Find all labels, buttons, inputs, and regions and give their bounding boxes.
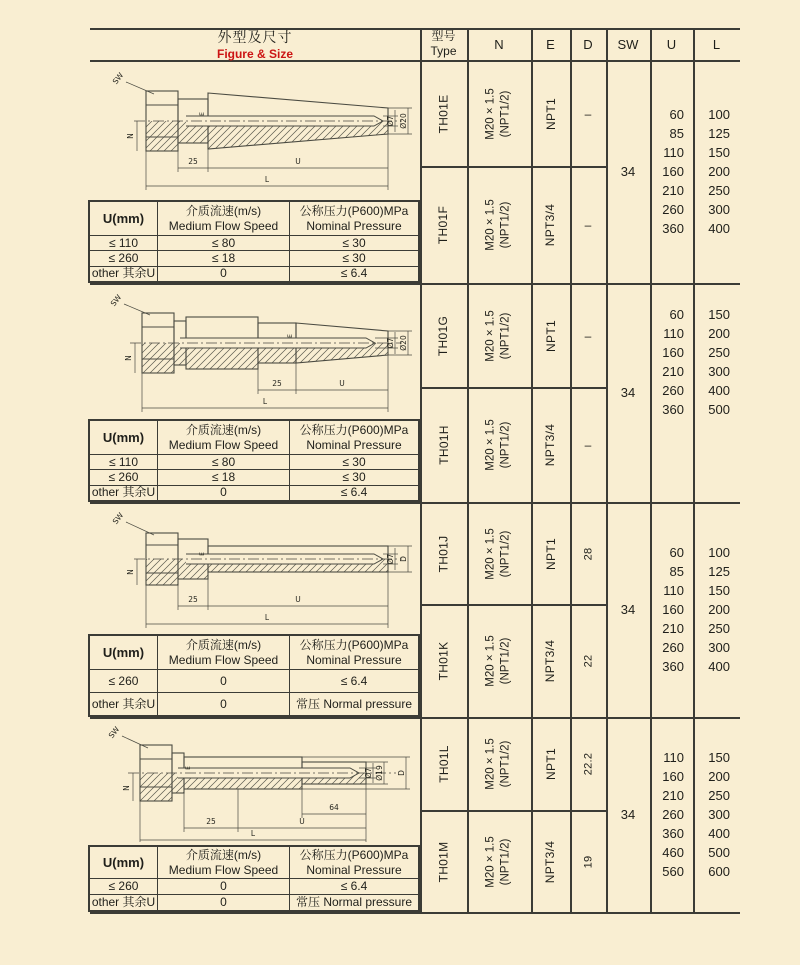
model-divider bbox=[420, 604, 606, 606]
thread-n-line1: M20 × 1.5 bbox=[485, 309, 497, 362]
dim-label-u: U bbox=[295, 157, 301, 166]
model-type: TH01M bbox=[436, 841, 451, 882]
dim-label-e: E bbox=[199, 112, 206, 116]
subtable-cell: ≤ 110 bbox=[90, 235, 157, 250]
dim-label-tip-dia: Ø20 bbox=[399, 113, 408, 129]
l-value: 100 bbox=[708, 545, 730, 560]
thread-n-cell bbox=[467, 388, 531, 502]
type-header-zh: 型号 bbox=[431, 29, 456, 43]
subtable-cell: other 其余U bbox=[91, 485, 156, 500]
subtable-cell: ≤ 110 bbox=[90, 454, 157, 469]
subtable-cell: ≤ 30 bbox=[289, 235, 418, 250]
thread-n-line2: (NPT1/2) bbox=[500, 312, 512, 359]
dim-label-tip-dia: Ø19 bbox=[375, 765, 384, 781]
thread-n-line2: (NPT1/2) bbox=[500, 201, 512, 249]
dim-label-25: 25 bbox=[272, 379, 282, 388]
u-value: 110 bbox=[663, 145, 684, 160]
dim-d-cell bbox=[570, 60, 606, 167]
model-type: TH01J bbox=[436, 535, 451, 572]
dim-label-bore-dia: Ø7 bbox=[386, 337, 395, 349]
dim-label-tip-dia: Ø20 bbox=[399, 335, 408, 351]
u-value: 110 bbox=[663, 325, 684, 341]
model-divider bbox=[420, 387, 606, 389]
subtable-cell: ≤ 260 bbox=[90, 878, 157, 894]
thermowell-drawing-step-taper bbox=[90, 286, 420, 418]
l-value: 400 bbox=[708, 659, 730, 674]
dim-label-bore-dia: Ø7 bbox=[386, 553, 395, 565]
flow-pressure-table bbox=[88, 419, 420, 502]
model-type-cell bbox=[420, 388, 467, 502]
dim-d: 22.2 bbox=[581, 752, 594, 776]
thread-e-cell bbox=[531, 60, 570, 167]
model-type-cell bbox=[420, 60, 467, 167]
dim-d: – bbox=[584, 438, 592, 452]
dim-label-25: 25 bbox=[188, 157, 198, 166]
thread-e-cell bbox=[531, 605, 570, 717]
thread-e-cell bbox=[531, 717, 570, 811]
thermowell-drawing-step-tip bbox=[90, 718, 420, 845]
thread-n-line2: (NPT1/2) bbox=[500, 90, 512, 137]
model-type: TH01F bbox=[436, 205, 451, 245]
u-values-list bbox=[650, 502, 684, 717]
thread-e-cell bbox=[531, 502, 570, 605]
model-type: TH01L bbox=[436, 745, 451, 783]
u-value: 160 bbox=[662, 344, 684, 360]
subtable-header-pressure: 公称压力(P600)MPa Nominal Pressure bbox=[289, 421, 418, 454]
dim-label-l: L bbox=[262, 397, 268, 406]
sw-value: 34 bbox=[620, 807, 636, 822]
dim-label-outer-dia: D bbox=[399, 556, 408, 562]
thermowell-drawing-tapered bbox=[90, 64, 420, 198]
dim-label-u: U bbox=[295, 595, 301, 604]
thread-n-line1: M20 × 1.5 bbox=[485, 199, 497, 251]
subtable-header-flow: 介质流速(m/s) Medium Flow Speed bbox=[157, 421, 289, 454]
dim-label-n: N bbox=[124, 355, 133, 361]
subtable-cell: 0 bbox=[157, 485, 289, 500]
thread-n-line1: M20 × 1.5 bbox=[485, 419, 497, 471]
model-type: TH01G bbox=[436, 315, 451, 356]
subtable-cell: 0 bbox=[157, 266, 289, 281]
type-header bbox=[420, 28, 467, 60]
dim-label-bore-dia: Ø7 bbox=[364, 767, 373, 779]
dim-d-cell bbox=[570, 502, 606, 605]
l-value: 200 bbox=[708, 164, 730, 179]
subtable-header-flow: 介质流速(m/s) Medium Flow Speed bbox=[157, 636, 289, 669]
dim-d: – bbox=[584, 106, 592, 121]
l-value: 300 bbox=[708, 202, 730, 217]
subtable-header-pressure: 公称压力(P600)MPa Nominal Pressure bbox=[289, 847, 418, 878]
subtable-cell: ≤ 18 bbox=[157, 469, 289, 484]
subtable-cell: ≤ 18 bbox=[157, 250, 289, 265]
dim-d-cell bbox=[570, 283, 606, 388]
dim-label-25: 25 bbox=[206, 817, 216, 826]
thread-e: NPT3/4 bbox=[543, 423, 558, 467]
model-type: TH01H bbox=[436, 425, 451, 465]
u-values-list bbox=[650, 60, 684, 283]
l-value: 100 bbox=[708, 107, 730, 122]
figure-size-title-en: Figure & Size bbox=[216, 47, 293, 61]
subtable-header-u: U(mm) bbox=[102, 211, 145, 226]
dim-label-25: 25 bbox=[188, 595, 198, 604]
subtable-cell: ≤ 260 bbox=[90, 250, 157, 265]
model-type-cell bbox=[420, 717, 467, 811]
dim-d-cell bbox=[570, 388, 606, 502]
u-value: 260 bbox=[662, 640, 684, 655]
l-value: 150 bbox=[708, 306, 730, 322]
subtable-cell: ≤ 80 bbox=[157, 454, 289, 469]
subtable-header-u: U(mm) bbox=[102, 430, 145, 445]
thread-e: NPT1 bbox=[543, 97, 558, 130]
subtable-cell: ≤ 80 bbox=[157, 235, 289, 250]
model-divider bbox=[420, 166, 606, 168]
col-header-l: L bbox=[712, 36, 721, 52]
dim-d: 19 bbox=[582, 855, 594, 868]
thread-n-line1: M20 × 1.5 bbox=[485, 87, 497, 140]
subtable-cell: other 其余U bbox=[91, 895, 156, 909]
dim-label-e: E bbox=[199, 552, 206, 556]
model-type: TH01E bbox=[436, 94, 451, 133]
thread-n-line1: M20 × 1.5 bbox=[485, 635, 497, 687]
subtable-cell: ≤ 260 bbox=[90, 669, 157, 692]
thread-e-cell bbox=[531, 167, 570, 283]
col-header-d: D bbox=[583, 36, 593, 52]
u-value: 160 bbox=[662, 769, 684, 784]
u-value: 360 bbox=[662, 221, 684, 236]
l-value: 400 bbox=[708, 826, 730, 841]
model-type-cell bbox=[420, 502, 467, 605]
u-value: 260 bbox=[662, 202, 684, 217]
subtable-cell: 常压 Normal pressure bbox=[289, 692, 418, 715]
u-value: 60 bbox=[669, 306, 684, 322]
thread-n-line2: (NPT1/2) bbox=[500, 838, 512, 885]
l-value: 300 bbox=[708, 807, 730, 822]
subtable-header-pressure: 公称压力(P600)MPa Nominal Pressure bbox=[289, 636, 418, 669]
dim-label-sw: SW bbox=[110, 70, 126, 87]
model-divider bbox=[420, 810, 606, 812]
dim-label-n: N bbox=[126, 569, 135, 575]
dim-label-u: U bbox=[299, 817, 305, 826]
dim-d: 22 bbox=[582, 654, 594, 668]
thread-n-cell bbox=[467, 283, 531, 388]
u-values-list bbox=[650, 717, 684, 912]
thread-n-line2: (NPT1/2) bbox=[500, 740, 512, 788]
dim-label-bore-dia: Ø7 bbox=[386, 115, 395, 127]
thread-n-cell bbox=[467, 811, 531, 912]
subtable-cell: ≤ 30 bbox=[289, 469, 418, 484]
subtable-cell: ≤ 6.4 bbox=[289, 485, 418, 500]
dim-d: 28 bbox=[582, 547, 594, 560]
figure-size-header bbox=[90, 28, 420, 60]
dim-d-cell bbox=[570, 605, 606, 717]
thread-n-cell bbox=[467, 605, 531, 717]
u-value: 210 bbox=[662, 621, 684, 636]
dim-label-l: L bbox=[250, 829, 256, 838]
u-value: 560 bbox=[662, 864, 684, 879]
subtable-header-u: U(mm) bbox=[102, 645, 145, 660]
dim-label-n: N bbox=[126, 133, 135, 139]
thread-e-cell bbox=[531, 811, 570, 912]
col-header-sw: SW bbox=[617, 36, 639, 52]
flow-pressure-table bbox=[88, 845, 420, 912]
l-value: 150 bbox=[708, 145, 730, 160]
flow-pressure-table bbox=[88, 634, 420, 717]
col-header-e: E bbox=[546, 36, 555, 52]
u-value: 260 bbox=[662, 382, 684, 398]
dim-d-cell bbox=[570, 811, 606, 912]
thread-e: NPT3/4 bbox=[543, 203, 558, 247]
dim-label-l: L bbox=[264, 175, 270, 184]
l-value: 500 bbox=[708, 845, 730, 860]
u-value: 210 bbox=[662, 363, 684, 379]
u-value: 210 bbox=[662, 788, 684, 803]
thread-n-line2: (NPT1/2) bbox=[500, 637, 512, 685]
thread-e: NPT3/4 bbox=[543, 639, 558, 683]
dim-label-e: E bbox=[287, 334, 294, 338]
dim-label-l: L bbox=[264, 613, 270, 622]
thread-n-cell bbox=[467, 167, 531, 283]
l-value: 250 bbox=[708, 621, 730, 636]
type-header-en: Type bbox=[430, 44, 457, 58]
thread-e: NPT3/4 bbox=[543, 840, 558, 883]
subtable-cell: ≤ 6.4 bbox=[289, 878, 418, 894]
model-type-cell bbox=[420, 605, 467, 717]
l-value: 250 bbox=[708, 183, 730, 198]
thread-n-line1: M20 × 1.5 bbox=[485, 527, 497, 580]
subtable-cell: other 其余U bbox=[90, 692, 157, 715]
model-type-cell bbox=[420, 167, 467, 283]
thread-n-line1: M20 × 1.5 bbox=[485, 738, 497, 790]
u-value: 110 bbox=[663, 583, 684, 598]
dim-label-e: E bbox=[185, 766, 192, 770]
u-value: 260 bbox=[662, 807, 684, 822]
l-value: 400 bbox=[708, 221, 730, 236]
u-value: 360 bbox=[662, 401, 684, 417]
table-bottom-rule bbox=[90, 912, 740, 914]
u-values-list bbox=[650, 283, 684, 502]
sw-value: 34 bbox=[620, 602, 636, 617]
model-type-cell bbox=[420, 811, 467, 912]
subtable-cell: 常压 Normal pressure bbox=[289, 894, 418, 910]
col-header-n: N bbox=[494, 36, 504, 52]
u-value: 85 bbox=[669, 564, 684, 579]
subtable-header-pressure: 公称压力(P600)MPa Nominal Pressure bbox=[289, 202, 418, 235]
thread-n-cell bbox=[467, 717, 531, 811]
u-value: 160 bbox=[662, 602, 684, 617]
dim-label-sw: SW bbox=[108, 292, 124, 309]
u-value: 360 bbox=[662, 826, 684, 841]
thread-n-cell bbox=[467, 60, 531, 167]
l-value: 600 bbox=[708, 864, 730, 879]
dim-label-64: 64 bbox=[329, 803, 339, 812]
l-value: 125 bbox=[708, 126, 730, 141]
u-value: 360 bbox=[662, 659, 684, 674]
thread-n-line2: (NPT1/2) bbox=[500, 530, 512, 577]
l-value: 250 bbox=[708, 344, 730, 360]
thread-e-cell bbox=[531, 388, 570, 502]
dim-d-cell bbox=[570, 167, 606, 283]
l-value: 150 bbox=[708, 583, 730, 598]
l-values-list bbox=[693, 283, 730, 502]
subtable-cell: ≤ 6.4 bbox=[289, 669, 418, 692]
l-value: 500 bbox=[708, 401, 730, 417]
thread-n-cell bbox=[467, 502, 531, 605]
subtable-header-flow: 介质流速(m/s) Medium Flow Speed bbox=[157, 847, 289, 878]
subtable-cell: other 其余U bbox=[91, 266, 156, 281]
sw-value: 34 bbox=[620, 385, 636, 400]
subtable-cell: 0 bbox=[157, 692, 289, 715]
l-values-list bbox=[693, 717, 730, 912]
dim-d: – bbox=[584, 328, 592, 343]
flow-pressure-table bbox=[88, 200, 420, 283]
thread-n-line2: (NPT1/2) bbox=[500, 421, 512, 469]
l-value: 200 bbox=[708, 769, 730, 784]
l-value: 250 bbox=[708, 788, 730, 803]
thread-e: NPT1 bbox=[543, 748, 558, 780]
u-value: 160 bbox=[662, 164, 684, 179]
col-header-u: U bbox=[666, 36, 677, 52]
l-value: 150 bbox=[708, 750, 730, 765]
dim-label-sw: SW bbox=[106, 724, 122, 741]
subtable-cell: ≤ 260 bbox=[90, 469, 157, 484]
subtable-header-flow: 介质流速(m/s) Medium Flow Speed bbox=[157, 202, 289, 235]
u-value: 460 bbox=[662, 845, 684, 860]
dim-d: – bbox=[584, 218, 592, 232]
l-values-list bbox=[693, 60, 730, 283]
thermowell-drawing-straight bbox=[90, 504, 420, 634]
model-type: TH01K bbox=[436, 641, 451, 681]
thread-e: NPT1 bbox=[543, 537, 558, 570]
l-value: 300 bbox=[708, 363, 730, 379]
l-value: 125 bbox=[708, 564, 730, 579]
model-type-cell bbox=[420, 283, 467, 388]
thread-e: NPT1 bbox=[543, 319, 558, 352]
l-value: 200 bbox=[708, 325, 730, 341]
l-value: 200 bbox=[708, 602, 730, 617]
dim-label-sw: SW bbox=[110, 510, 126, 527]
subtable-cell: ≤ 6.4 bbox=[289, 266, 418, 281]
dim-d-cell bbox=[570, 717, 606, 811]
subtable-cell: ≤ 30 bbox=[289, 454, 418, 469]
subtable-header-u: U(mm) bbox=[102, 855, 145, 870]
l-value: 400 bbox=[708, 382, 730, 398]
u-value: 60 bbox=[669, 545, 684, 560]
subtable-cell: 0 bbox=[157, 894, 289, 910]
dim-label-u: U bbox=[339, 379, 345, 388]
subtable-cell: ≤ 30 bbox=[289, 250, 418, 265]
thread-e-cell bbox=[531, 283, 570, 388]
l-values-list bbox=[693, 502, 730, 717]
subtable-cell: 0 bbox=[157, 878, 289, 894]
figure-size-title-zh: 外型及尺寸 bbox=[217, 29, 293, 45]
dim-label-n: N bbox=[122, 785, 131, 791]
sw-value: 34 bbox=[620, 164, 636, 179]
u-value: 60 bbox=[669, 107, 684, 122]
u-value: 85 bbox=[669, 126, 684, 141]
dim-label-outer-dia: D bbox=[397, 770, 406, 776]
thread-n-line1: M20 × 1.5 bbox=[485, 835, 497, 888]
u-value: 210 bbox=[662, 183, 684, 198]
l-value: 300 bbox=[708, 640, 730, 655]
u-value: 110 bbox=[663, 750, 684, 765]
subtable-cell: 0 bbox=[157, 669, 289, 692]
